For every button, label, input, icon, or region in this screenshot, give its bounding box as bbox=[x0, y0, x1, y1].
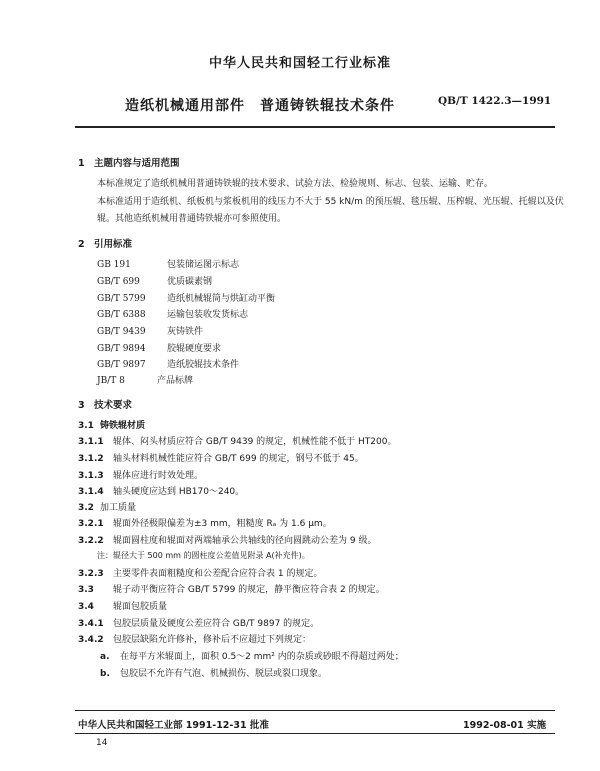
reference-item: GB/T 6388 运输包装收发货标志 bbox=[97, 310, 249, 320]
section-1-para-2: 本标准适用于造纸机、纸板机与浆板机用的线压力不大于 55 kN/m 的预压辊、毯压辊、压榨辊、光压辊、托辊以及伏辊。其他造纸机械用普通铸铁辊亦可参照使用。 bbox=[97, 197, 564, 224]
org-title: 中华人民共和国轻工行业标准 bbox=[208, 56, 391, 71]
document-title: 造纸机械通用部件 普通铸铁辊技术条件 bbox=[125, 98, 395, 114]
clause-3-1-2: 3.1.2 轴头材料机械性能应符合 GB/T 699 的规定，钢号不低于 45。 bbox=[78, 454, 364, 464]
clause-3-3: 3.3 辊子动平衡应符合 GB/T 5799 的规定，静平衡应符合表 2 的规定。 bbox=[78, 585, 385, 595]
section-1-heading: 1 主题内容与适用范围 bbox=[78, 158, 180, 169]
reference-item: JB/T 8 产品标牌 bbox=[97, 376, 194, 386]
reference-item: GB/T 5799 造纸机械辊筒与烘缸动平衡 bbox=[97, 294, 276, 304]
footer-rule-top bbox=[75, 710, 555, 711]
footer-rule-bottom bbox=[75, 733, 555, 734]
reference-item: GB/T 9894 胶辊硬度要求 bbox=[97, 344, 222, 354]
list-item: b. 包胶层不允许有气泡、机械损伤、脱层或裂口现象。 bbox=[100, 669, 328, 679]
clause-3-2: 3.2 加工质量 bbox=[78, 503, 137, 513]
reference-item: GB/T 9439 灰铸铁件 bbox=[97, 327, 204, 337]
section-1-para-1: 本标准规定了造纸机械用普通铸铁辊的技术要求、试验方法、检验规则、标志、包装、运输、贮存。 bbox=[97, 179, 494, 189]
clause-3-2-1: 3.2.1 辊面外径极限偏差为±3 mm，粗糙度 Rₐ 为 1.6 μm。 bbox=[78, 519, 332, 529]
clause-3-2-2: 3.2.2 辊面圆柱度和辊面对两端轴承公共轴线的径向圆跳动公差为 9 级。 bbox=[78, 536, 377, 546]
section-2-heading: 2 引用标准 bbox=[78, 239, 133, 250]
section-3-heading: 3 技术要求 bbox=[78, 400, 133, 411]
header-rule bbox=[75, 126, 555, 128]
list-item: a. 在每平方米辊面上，面积 0.5～2 mm² 内的杂质或砂眼不得超过两处； bbox=[100, 652, 404, 662]
reference-item: GB 191 包装储运图示标志 bbox=[97, 260, 240, 270]
clause-3-4-2: 3.4.2 包胶层缺陷允许修补，修补后不应超过下列规定： bbox=[78, 635, 312, 645]
clause-3-1-3: 3.1.3 辊体应进行时效处理。 bbox=[78, 471, 204, 481]
note: 注：辊径大于 500 mm 的圆柱度公差值见附录 A(补充件)。 bbox=[97, 551, 310, 560]
effective-date: 1992-08-01 实施 bbox=[463, 720, 547, 731]
page-number: 14 bbox=[96, 738, 108, 748]
clause-3-2-3: 3.2.3 主要零件表面粗糙度和公差配合应符合表 1 的规定。 bbox=[78, 569, 323, 579]
clause-3-1-4: 3.1.4 轴头硬度应达到 HB170～240。 bbox=[78, 487, 245, 497]
reference-item: GB/T 699 优质碳素钢 bbox=[97, 277, 213, 287]
clause-3-4-1: 3.4.1 包胶层质量及硬度公差应符合 GB/T 9897 的规定。 bbox=[78, 619, 320, 629]
approval-date: 中华人民共和国轻工业部 1991-12-31 批准 bbox=[78, 720, 269, 731]
clause-3-1: 3.1 铸铁辊材质 bbox=[78, 421, 146, 431]
clause-3-1-1: 3.1.1 辊体、闷头材质应符合 GB/T 9439 的规定，机械性能不低于 HT200。 bbox=[78, 437, 397, 447]
reference-item: GB/T 9897 造纸胶辊技术条件 bbox=[97, 360, 240, 370]
clause-3-4: 3.4 辊面包胶质量 bbox=[78, 602, 168, 612]
standard-code: QB/T 1422.3—1991 bbox=[438, 95, 552, 107]
